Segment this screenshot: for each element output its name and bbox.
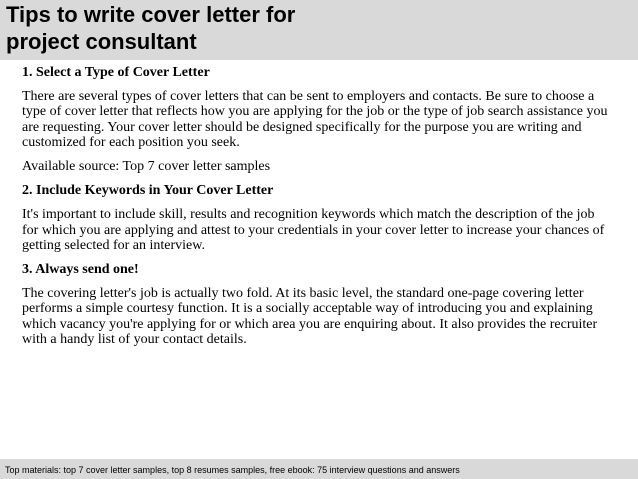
page-title (6, 1, 295, 55)
page-title-line-2: project consultant (6, 29, 197, 54)
section-3-paragraph: The covering letter's job is actually two fold. At its basic level, the standard one-page covering letter performs a simple courtesy function. It is a socially acceptable way of introducing you and explaining which vacancy you're applying for or which area you are enquiring about. It also provides the recruiter with a handy list of your contact details. (22, 286, 598, 347)
section-2-heading: 2. Include Keywords in Your Cover Letter (22, 183, 274, 199)
content-body (22, 65, 614, 356)
footer-bar (0, 459, 638, 479)
title-bar (0, 0, 638, 60)
page-title-line-1: Tips to write cover letter for (6, 2, 296, 27)
available-source-text: Available source: Top 7 cover letter samples (22, 159, 271, 175)
section-3-heading: 3. Always send one! (22, 262, 139, 278)
section-1-paragraph: There are several types of cover letters that can be sent to employers and contacts. Be sure to choose a type of cover letter that reflects how you are applying for the job or the type of job search assistance you are requesting. Your cover letter should be designed specifically for the purpose you are writing and customized for each position you seek. (22, 89, 608, 150)
section-1-heading: 1. Select a Type of Cover Letter (22, 65, 210, 80)
footer-text: Top materials: top 7 cover letter samples, top 8 resumes samples, free ebook: 75 interview questions and answers (5, 465, 460, 475)
section-2-paragraph: It's important to include skill, results and recognition keywords which match the description of the job for which you are applying and attest to your credentials in your cover letter to increase your chances of getting selected for an interview. (22, 207, 605, 253)
